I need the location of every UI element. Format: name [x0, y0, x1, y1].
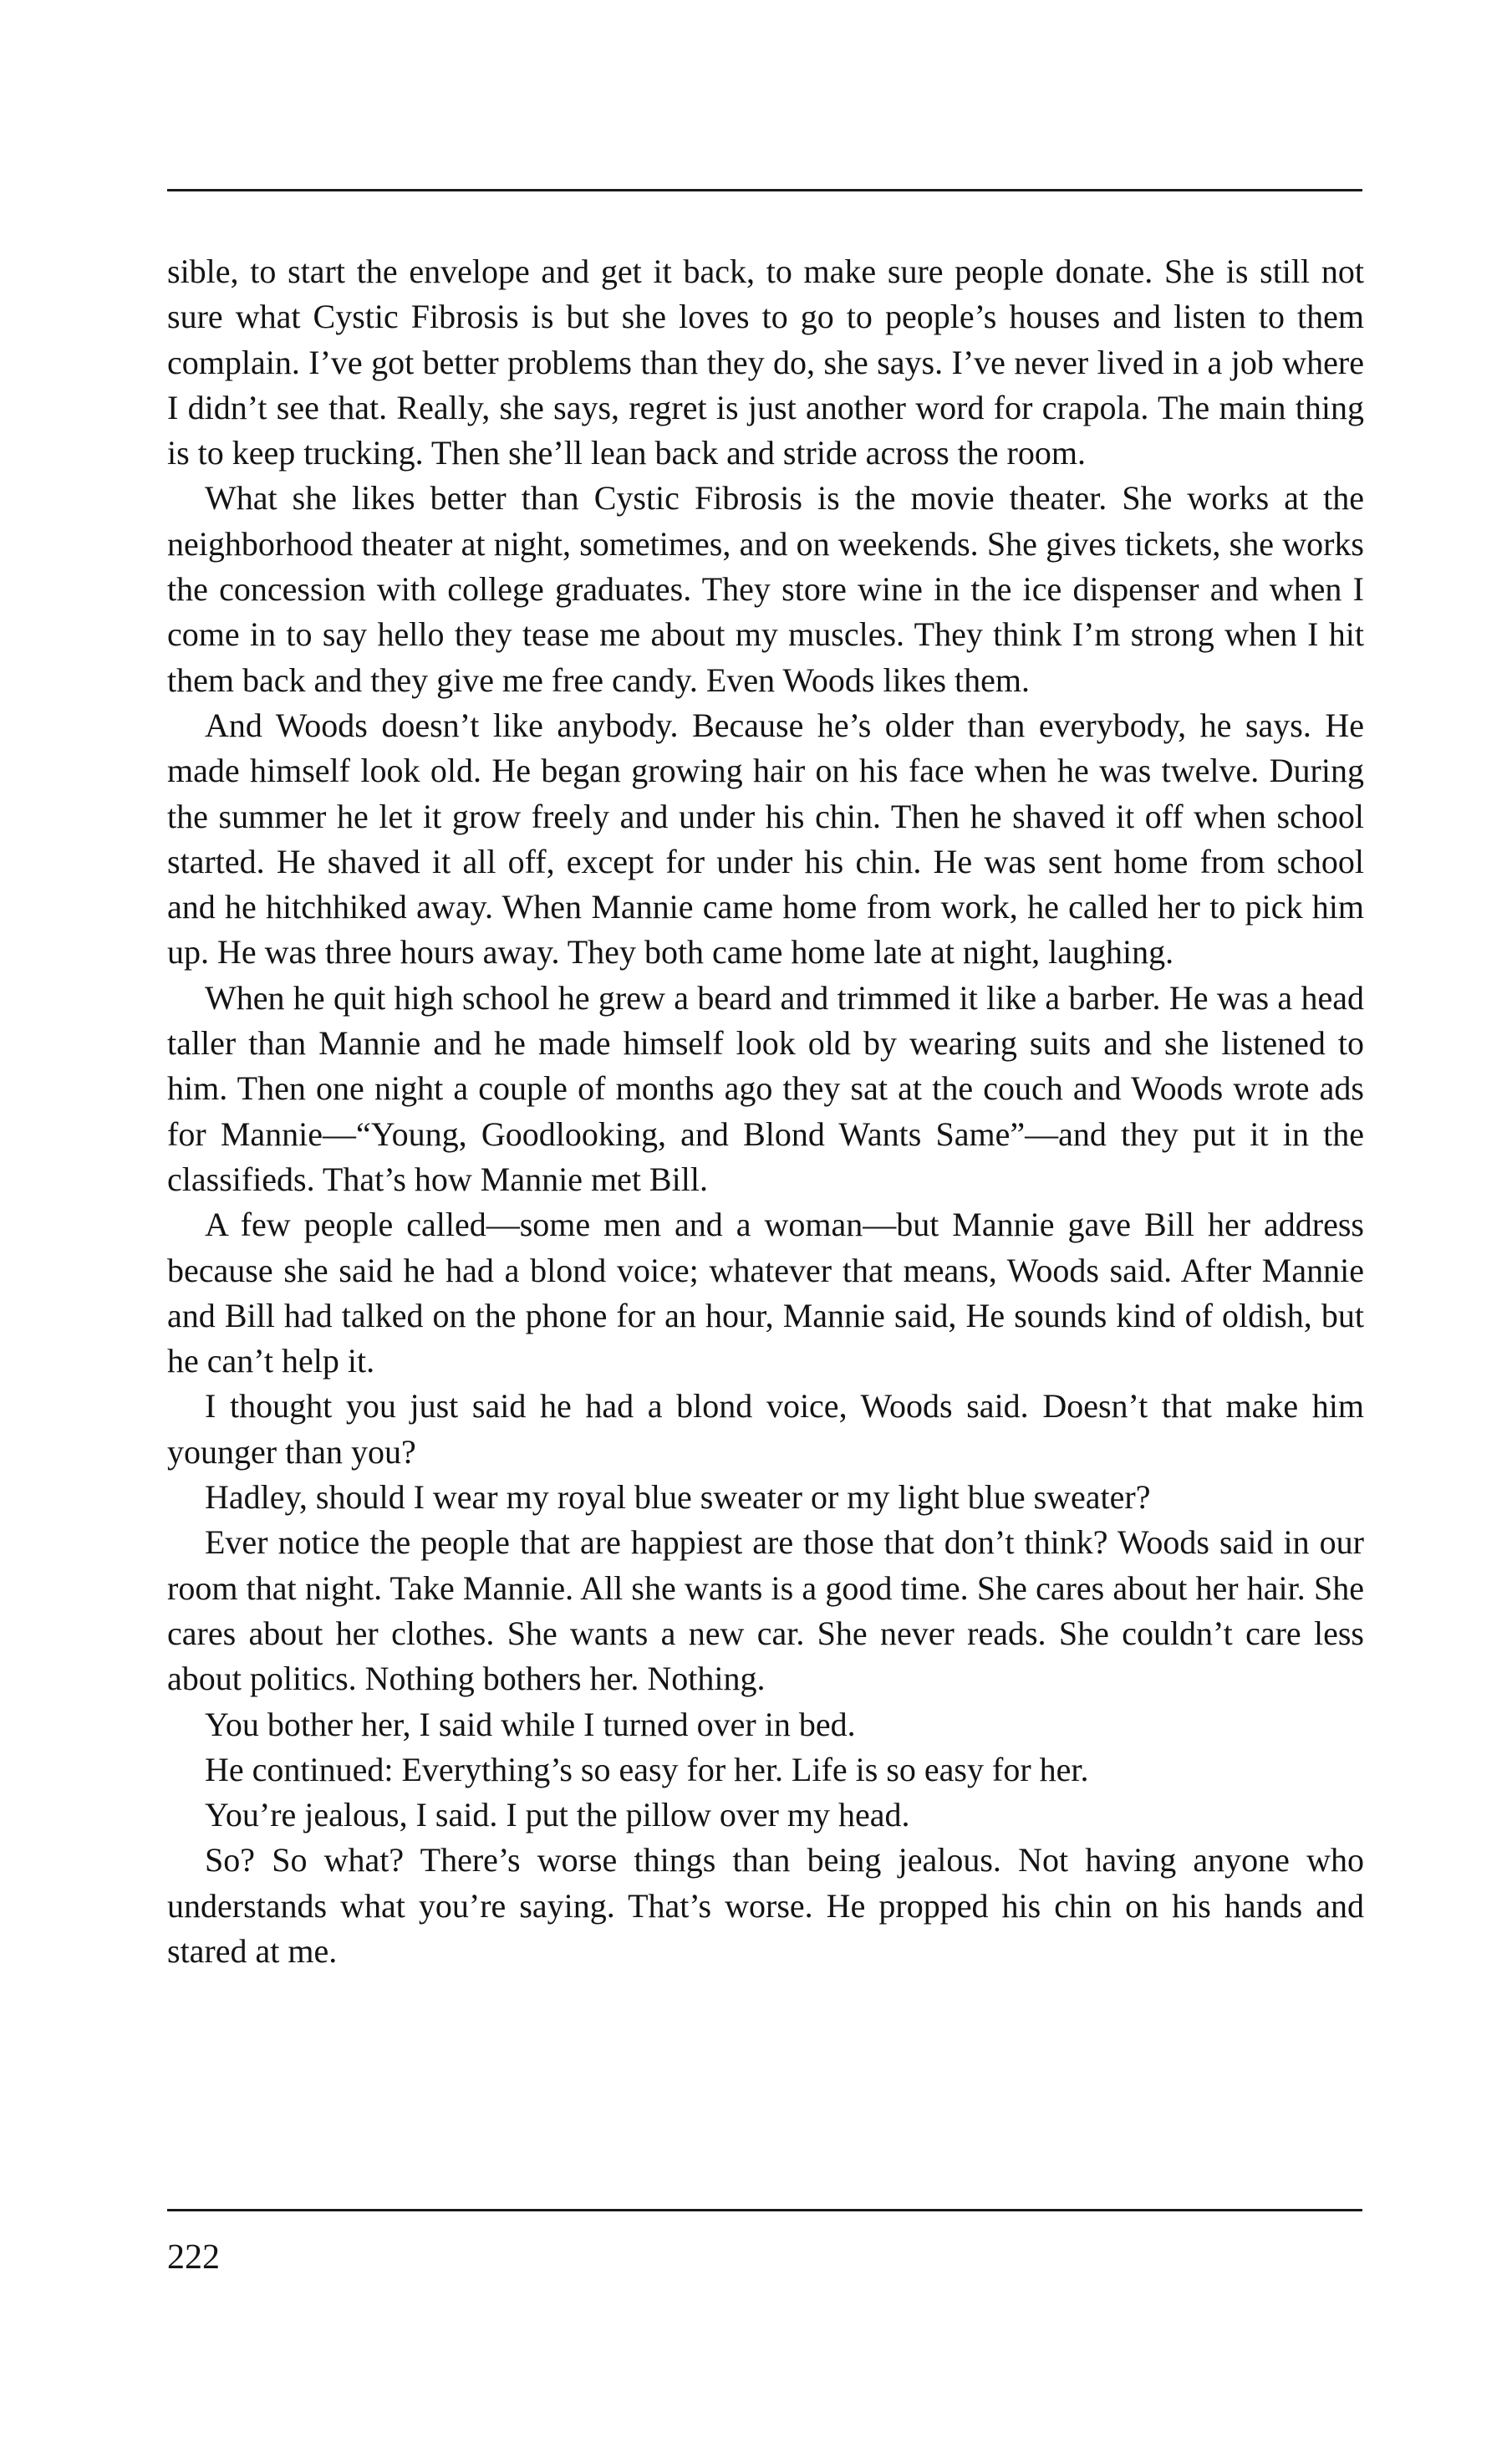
- paragraph: You bother her, I said while I turned over in bed.: [205, 1705, 856, 1743]
- paragraph: Ever notice the people that are happiest are those that don’t think? Woods said in our room that night. Take Mannie. All she wants is a good time. She cares about her hair. She cares about her clothes. She wants a new car. She never reads. She couldn’t care less about politics. Nothing bothers her. Nothing.: [167, 1523, 1364, 1698]
- paragraph: What she likes better than Cystic Fibrosis is the movie theater. She works at the neighborhood theater at night, sometimes, and on weekends. She gives tickets, she works the concession with college graduates. They store wine in the ice dispenser and when I come in to say hello they tease me about my muscles. They think I’m strong when I hit them back and they give me free candy. Even Woods likes them.: [167, 479, 1364, 699]
- paragraph: A few people called—some men and a woman—but Mannie gave Bill her address because she said he had a blond voice; whatever that means, Woods said. After Mannie and Bill had talked on the phone for an hour, Mannie said, He sounds kind of oldish, but he can’t help it.: [167, 1206, 1364, 1380]
- body-text: [167, 249, 1364, 1974]
- paragraph: He continued: Everything’s so easy for her. Life is so easy for her.: [205, 1750, 1089, 1788]
- paragraph: So? So what? There’s worse things than being jealous. Not having anyone who understands what you’re saying. That’s worse. He propped his chin on his hands and stared at me.: [167, 1841, 1364, 1970]
- paragraph: Hadley, should I wear my royal blue sweater or my light blue sweater?: [205, 1478, 1151, 1517]
- paragraph: You’re jealous, I said. I put the pillow over my head.: [205, 1796, 910, 1834]
- paragraph: I thought you just said he had a blond voice, Woods said. Doesn’t that make him younger than you?: [167, 1387, 1364, 1471]
- paragraph: And Woods doesn’t like anybody. Because he’s older than everybody, he says. He made himself look old. He began growing hair on his face when he was twelve. During the summer he let it grow freely and under his chin. Then he shaved it off when school started. He shaved it all off, except for under his chin. He was sent home from school and he hitchhiked away. When Mannie came home from work, he called her to pick him up. He was three hours away. They both came home late at night, laughing.: [167, 706, 1364, 972]
- paragraph: When he quit high school he grew a beard and trimmed it like a barber. He was a head taller than Mannie and he made himself look old by wearing suits and she listened to him. Then one night a couple of months ago they sat at the couch and Woods wrote ads for Mannie—“Young, Goodlooking, and Blond Wants Same”—and they put it in the classifieds. That’s how Mannie met Bill.: [167, 978, 1364, 1198]
- page-number: 222: [167, 2238, 220, 2277]
- top-rule: [167, 189, 1362, 191]
- paragraph: sible, to start the envelope and get it back, to make sure people donate. She is still not sure what Cystic Fibrosis is but she loves to go to people’s houses and listen to them complain. I’ve got better problems than they do, she says. I’ve never lived in a job where I didn’t see that. Really, she says, regret is just another word for crapola. The main thing is to keep trucking. Then she’ll lean back and stride across the room.: [167, 252, 1364, 472]
- bottom-rule: [167, 2209, 1362, 2211]
